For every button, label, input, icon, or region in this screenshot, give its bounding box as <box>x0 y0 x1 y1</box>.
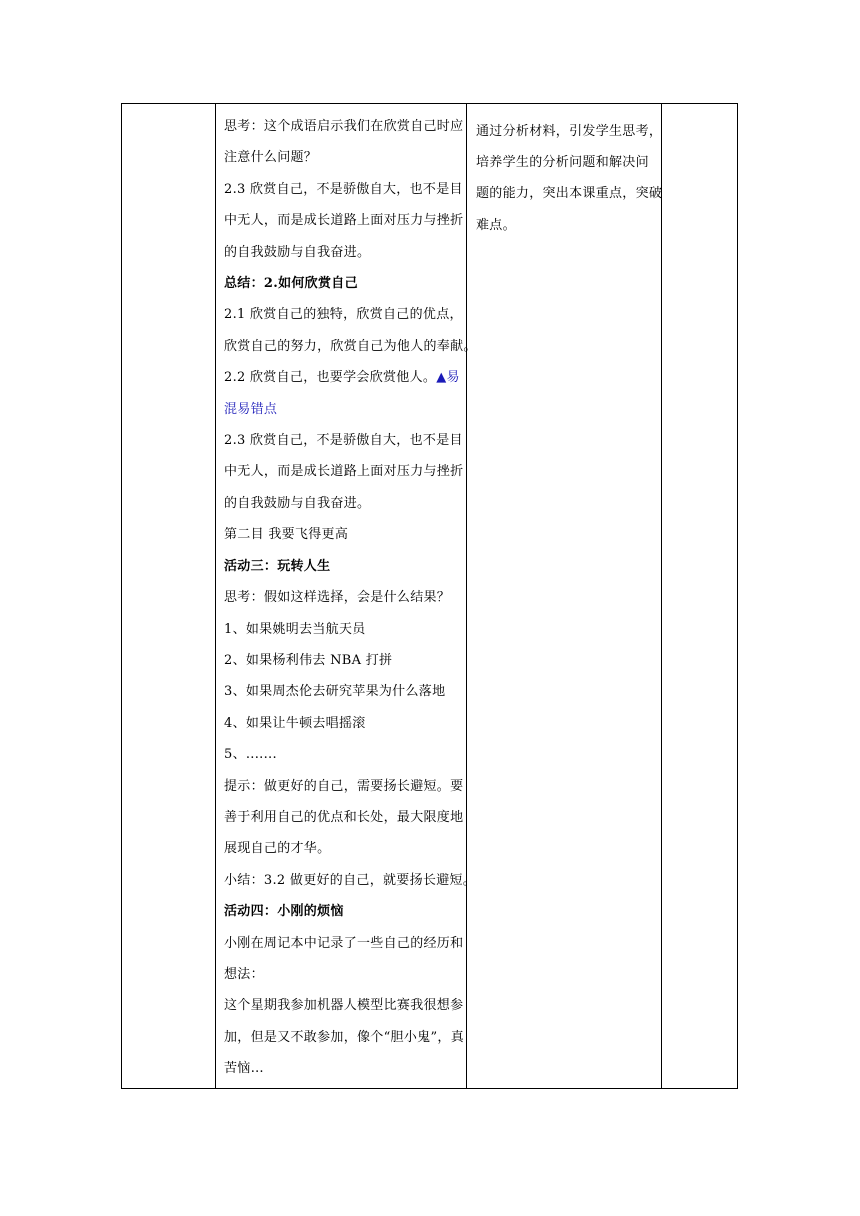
content-line-text: 5、....... <box>224 747 277 763</box>
content-line-text: 活动四：小刚的烦恼 <box>224 904 344 920</box>
content-line <box>224 394 461 425</box>
content-line-text: 2.2 欣赏自己，也要学会欣赏他人。 <box>224 370 437 386</box>
content-line-text: 小结：3.2 做更好的自己，就要扬长避短。 <box>224 872 477 888</box>
content-line-text: 善于利用自己的优点和长处，最大限度地 <box>224 809 464 825</box>
intent-line: 通过分析材料，引发学生思考， <box>476 124 663 139</box>
content-line <box>224 551 461 582</box>
content-line-text: 1、如果姚明去当航天员 <box>224 621 366 637</box>
content-line-text: 混易错点 <box>224 401 278 417</box>
content-line-text: 注意什么问题？ <box>224 150 318 166</box>
content-line-text: 思考：假如这样选择，会是什么结果？ <box>224 590 451 606</box>
intent-line: 题的能力，突出本课重点，突破 <box>476 186 663 202</box>
content-line <box>224 268 461 299</box>
content-line-text: 总结：2.如何欣赏自己 <box>224 276 358 292</box>
content-line <box>224 833 461 864</box>
content-line <box>224 142 461 173</box>
intent-line: 培养学生的分析问题和解决问 <box>476 155 649 171</box>
content-line <box>224 519 461 550</box>
content-line <box>224 299 461 330</box>
content-line <box>224 739 461 770</box>
content-line <box>224 928 464 959</box>
content-line-text: 中无人，而是成长道路上面对压力与挫折 <box>224 213 464 229</box>
lesson-table <box>121 103 738 1089</box>
content-line <box>224 865 477 896</box>
content-line-text: 这个星期我参加机器人模型比赛我很想参 <box>224 998 464 1014</box>
content-line-text: 思考：这个成语启示我们在欣赏自己时应 <box>224 119 464 134</box>
content-line-text: 欣赏自己的努力，欣赏自己为他人的奉献。 <box>224 338 477 354</box>
content-line-text: 2、如果杨利伟去 NBA 打拼 <box>224 652 393 668</box>
content-line-text: 加，但是又不敢参加，像个“胆小鬼”，真 <box>224 1029 464 1045</box>
content-line-text: 3、如果周杰伦去研究苹果为什么落地 <box>224 684 446 700</box>
content-line <box>224 708 461 739</box>
content-line <box>224 425 461 456</box>
content-line <box>224 645 461 676</box>
content-line <box>224 676 461 707</box>
content-line-text: 2.3 欣赏自己，不是骄傲自大，也不是目 <box>224 181 463 197</box>
content-line <box>224 771 464 802</box>
content-line <box>224 237 461 268</box>
error-prone-marker: ▲易 <box>436 370 460 386</box>
content-line <box>224 111 464 142</box>
intent-line: 难点。 <box>476 217 516 233</box>
content-line <box>224 1053 461 1084</box>
content-line <box>224 456 464 487</box>
content-line <box>224 896 461 927</box>
teaching-content-cell <box>217 104 477 1085</box>
content-line-text: 4、如果让牛顿去唱摇滚 <box>224 715 366 731</box>
column-divider <box>215 104 216 1088</box>
content-line <box>224 614 461 645</box>
content-line-text: 的自我鼓励与自我奋进。 <box>224 244 371 260</box>
content-line <box>224 582 461 613</box>
content-line-text: 2.3 欣赏自己，不是骄傲自大，也不是目 <box>224 433 463 449</box>
content-line-text: 第二目 我要飞得更高 <box>224 527 349 543</box>
content-line-text: 活动三：玩转人生 <box>224 558 331 574</box>
content-line <box>224 331 477 362</box>
column-divider <box>661 104 662 1088</box>
content-line <box>224 990 464 1021</box>
content-line <box>224 362 461 393</box>
content-line-text: 中无人，而是成长道路上面对压力与挫折 <box>224 464 464 480</box>
content-line-text: 展现自己的才华。 <box>224 841 331 857</box>
content-line <box>224 488 461 519</box>
content-line <box>224 174 461 205</box>
content-line <box>224 1022 464 1053</box>
content-line-text: 小刚在周记本中记录了一些自己的经历和 <box>224 935 464 951</box>
content-line-text: 提示：做更好的自己，需要扬长避短。要 <box>224 778 464 794</box>
content-line-text: 的自我鼓励与自我奋进。 <box>224 495 371 511</box>
design-intent-cell <box>468 104 661 241</box>
content-line <box>224 959 461 990</box>
content-line-text: 苦恼… <box>224 1061 264 1077</box>
content-line-text: 想法： <box>224 966 264 982</box>
content-line <box>224 802 464 833</box>
content-line-text: 2.1 欣赏自己的独特，欣赏自己的优点， <box>224 307 463 323</box>
content-line <box>224 205 464 236</box>
